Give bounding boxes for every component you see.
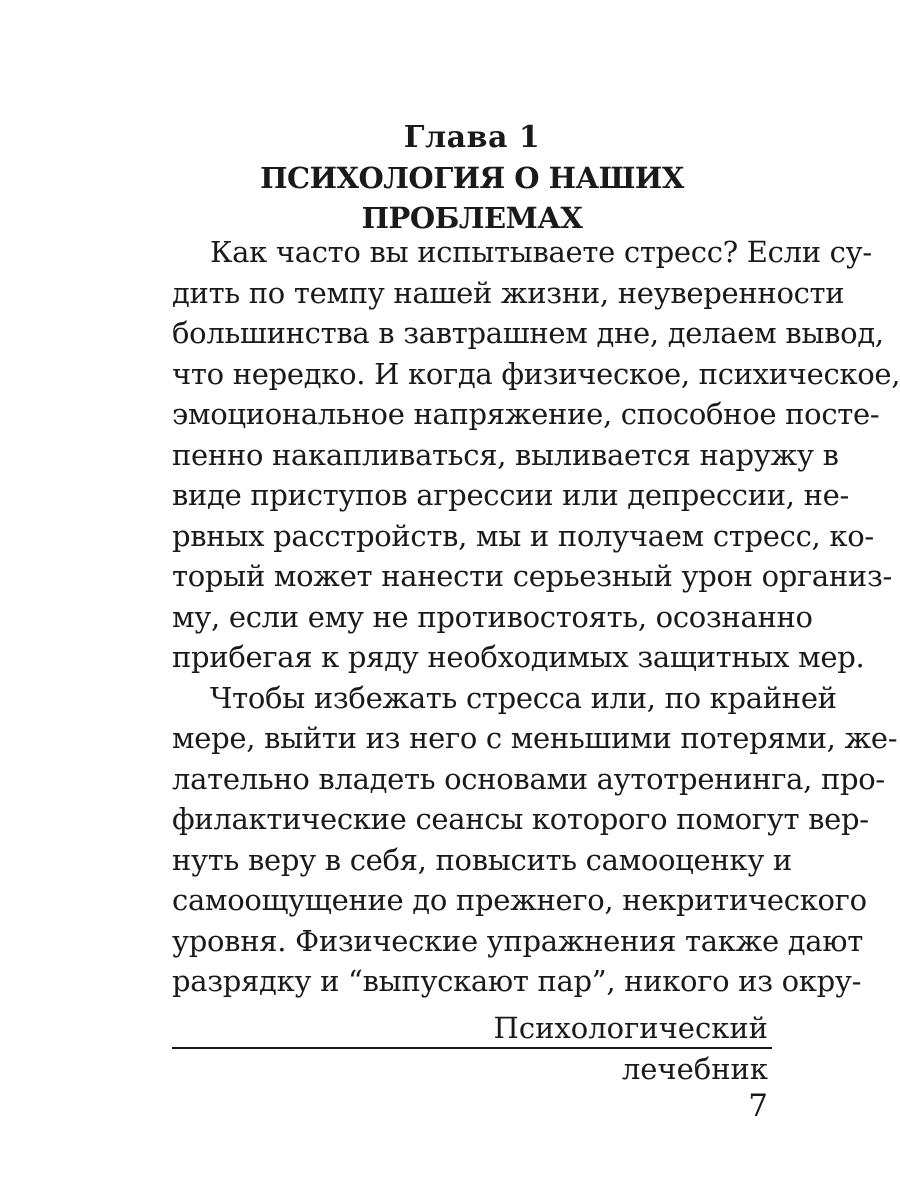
paragraph-2-line: Чтобы избежать стресса или, по крайней — [210, 680, 837, 715]
paragraph-2-line: нуть веру в себя, повысить самооценку и — [172, 842, 792, 877]
paragraph-2-line: филактические сеансы которого помогут вер- — [172, 802, 869, 836]
paragraph-1-line: му, если ему не противостоять, осознанно — [172, 599, 813, 634]
paragraph-1-line: большинства в завтрашнем дне, делаем вывод, — [172, 316, 884, 350]
paragraph-2-line: лательно владеть основами аутотренинга, про- — [172, 761, 885, 796]
running-title-line-2: лечебник — [621, 1052, 768, 1086]
paragraph-2-line: мере, выйти из него с меньшими потерями, же- — [172, 721, 898, 755]
paragraph-1-line: виде приступов агрессии или депрессии, не- — [172, 478, 850, 512]
page-footer — [172, 1010, 772, 1125]
chapter-number: Глава 1 — [403, 120, 541, 155]
page-number: 7 — [748, 1088, 768, 1124]
paragraph-1-line: Как часто вы испытываете стресс? Если су- — [210, 235, 872, 269]
body-text — [172, 232, 900, 1002]
running-title-line-1: Психологический — [493, 1011, 768, 1045]
paragraph-2-line: разрядку и “выпускают пар”, никого из окру- — [172, 964, 862, 998]
paragraph-1-line: эмоциональное напряжение, способное посте- — [172, 397, 880, 431]
paragraph-1-line: что нередко. И когда физическое, психическое, — [172, 356, 900, 391]
paragraph-1-line: торый может нанести серьезный урон организ- — [172, 559, 892, 593]
chapter-title: ПСИХОЛОГИЯ О НАШИХ ПРОБЛЕМАХ — [260, 161, 684, 235]
paragraph-1-line: рвных расстройств, мы и получаем стресс, ко- — [172, 518, 874, 553]
chapter-heading — [172, 118, 772, 238]
paragraph-1-line: дить по темпу нашей жизни, неуверенности — [172, 275, 845, 310]
paragraph-2-line: уровня. Физические упражнения также дают — [172, 923, 863, 958]
footer-rule — [172, 1047, 772, 1049]
paragraph-1-line: пенно накапливаться, выливается наружу в — [172, 437, 839, 472]
paragraph-2-line: самоощущение до прежнего, некритического — [172, 883, 867, 917]
paragraph-1-line: прибегая к ряду необходимых защитных мер. — [172, 640, 865, 674]
